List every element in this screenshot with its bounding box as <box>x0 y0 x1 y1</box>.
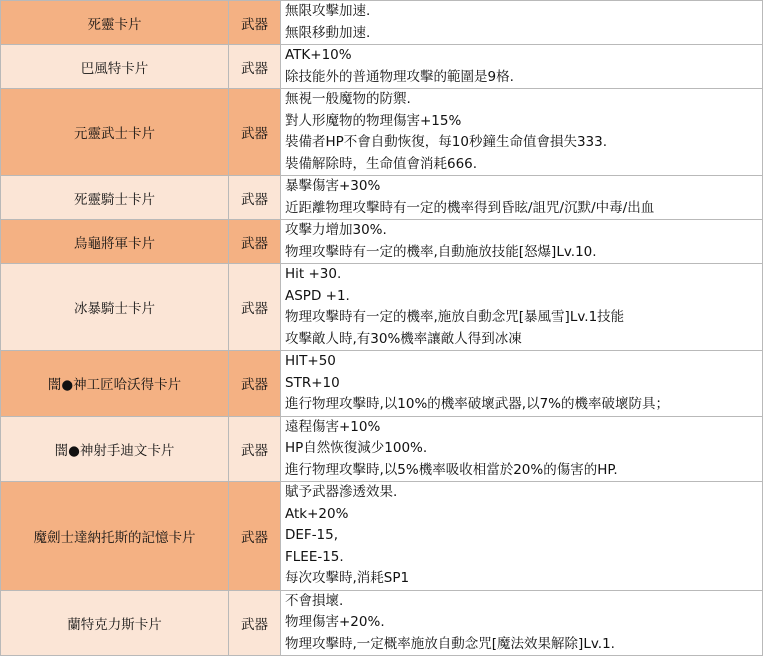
effect-line: 暴擊傷害+30% <box>285 178 381 194</box>
effect-line: 裝備者HP不會自動恢復，每10秒鐘生命值會損失333. <box>285 134 608 150</box>
card-effects <box>281 1 763 45</box>
card-row <box>1 482 763 591</box>
effect-line: 物理攻擊時有一定的機率,自動施放技能[怒爆]Lv.10. <box>285 243 597 260</box>
effect-line: ATK+10% <box>285 47 352 63</box>
card-row <box>1 1 763 45</box>
effect-line: 對人形魔物的物理傷害+15% <box>285 112 462 129</box>
card-effects <box>281 89 763 176</box>
card-name: 烏龜將軍卡片 <box>1 220 229 264</box>
effect-line: Atk+20% <box>285 505 349 522</box>
effect-line: FLEE-15. <box>285 548 344 565</box>
card-effects <box>281 351 763 417</box>
effect-line: 賦予武器滲透效果. <box>285 484 398 500</box>
card-type: 武器 <box>229 264 281 351</box>
effect-line: HP自然恢復減少100%. <box>285 440 428 456</box>
card-name: 元靈武士卡片 <box>1 89 229 176</box>
effect-line: 進行物理攻擊時,以5%機率吸收相當於20%的傷害的HP. <box>285 461 618 478</box>
effect-line: 每次攻擊時,消耗SP1 <box>285 570 410 586</box>
card-effects <box>281 590 763 656</box>
card-table-body <box>1 1 763 656</box>
card-row <box>1 220 763 264</box>
effect-line: 不會損壞. <box>285 592 344 609</box>
card-row <box>1 351 763 417</box>
card-type: 武器 <box>229 590 281 656</box>
effect-line: DEF-15, <box>285 527 339 543</box>
effect-line: 攻擊力增加30%. <box>285 222 387 238</box>
effect-line: 無視一般魔物的防禦. <box>285 91 411 107</box>
effect-line: 進行物理攻擊時,以10%的機率破壞武器,以7%的機率破壞防具； <box>285 396 670 412</box>
card-effects <box>281 482 763 591</box>
card-name: 死靈騎士卡片 <box>1 176 229 220</box>
card-name: 蘭特克力斯卡片 <box>1 590 229 656</box>
card-type: 武器 <box>229 89 281 176</box>
card-row <box>1 264 763 351</box>
card-type: 武器 <box>229 482 281 591</box>
effect-line: 無限攻擊加速. <box>285 3 371 19</box>
effect-line: 無限移動加速. <box>285 24 371 41</box>
card-row <box>1 416 763 482</box>
card-name: 冰暴騎士卡片 <box>1 264 229 351</box>
card-row <box>1 176 763 220</box>
effect-line: HIT+50 <box>285 353 336 369</box>
effect-line: STR+10 <box>285 374 340 391</box>
card-name: 闇●神射手迪文卡片 <box>1 416 229 482</box>
card-effects <box>281 176 763 220</box>
card-row <box>1 45 763 89</box>
card-name: 死靈卡片 <box>1 1 229 45</box>
card-type: 武器 <box>229 220 281 264</box>
card-name: 闇●神工匠哈沃得卡片 <box>1 351 229 417</box>
card-type: 武器 <box>229 1 281 45</box>
card-effects <box>281 45 763 89</box>
effect-line: ASPD +1. <box>285 287 350 304</box>
card-effects <box>281 220 763 264</box>
card-effects <box>281 416 763 482</box>
card-type: 武器 <box>229 45 281 89</box>
card-row <box>1 89 763 176</box>
effect-line: Hit +30. <box>285 266 342 282</box>
card-type: 武器 <box>229 351 281 417</box>
effect-line: 除技能外的普通物理攻擊的範圍是9格. <box>285 68 514 85</box>
effect-line: 物理攻擊時,一定概率施放自動念咒[魔法效果解除]Lv.1. <box>285 635 615 652</box>
card-row <box>1 590 763 656</box>
effect-line: 裝備解除時，生命值會消耗666. <box>285 155 478 172</box>
card-name: 魔劍士達納托斯的記憶卡片 <box>1 482 229 591</box>
card-type: 武器 <box>229 416 281 482</box>
effect-line: 物理傷害+20%. <box>285 614 385 630</box>
effect-line: 近距離物理攻擊時有一定的機率得到昏眩/詛咒/沉默/中毒/出血 <box>285 199 655 216</box>
effect-line: 物理攻擊時有一定的機率,施放自動念咒[暴風雪]Lv.1技能 <box>285 309 625 325</box>
card-name: 巴風特卡片 <box>1 45 229 89</box>
card-effects <box>281 264 763 351</box>
effect-line: 攻擊敵人時,有30%機率讓敵人得到冰凍 <box>285 330 522 347</box>
card-type: 武器 <box>229 176 281 220</box>
effect-line: 遠程傷害+10% <box>285 418 381 435</box>
